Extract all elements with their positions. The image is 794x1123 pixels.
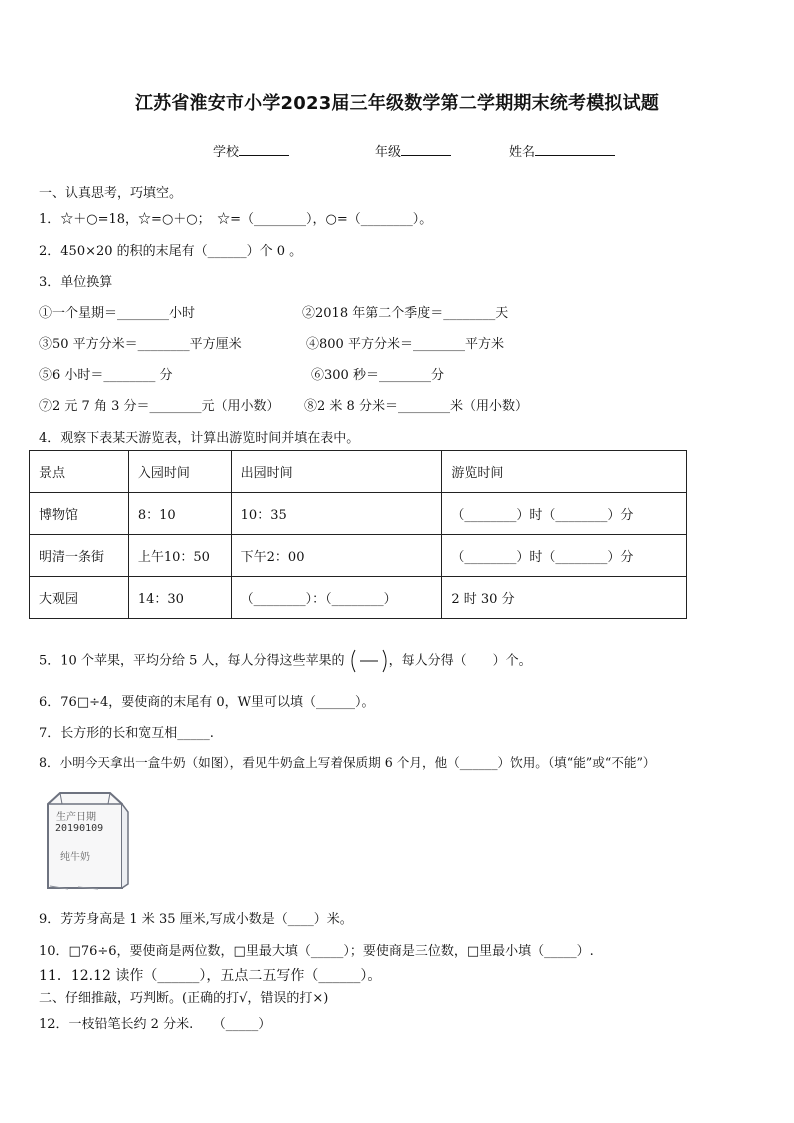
table-cell: 下午2：00 [231, 535, 442, 577]
unit-conversion-item: ③50 平方分米＝________平方厘米 [39, 337, 242, 352]
fraction-blank[interactable] [349, 648, 389, 674]
question-9: 9．芳芳身高是 1 米 35 厘米,写成小数是（____）米。 [39, 912, 353, 927]
question-5 [39, 648, 532, 675]
question-6: 6．76□÷4，要使商的末尾有 0，W里可以填（______）。 [39, 695, 375, 710]
table-cell: 博物馆 [30, 493, 129, 535]
question-1: 1．☆＋○=18，☆=○＋○； ☆=（________），○=（________）。 [39, 212, 433, 227]
table-header-cell: 入园时间 [128, 451, 231, 493]
question-4-title: 4．观察下表某天游览表，计算出游览时间并填在表中。 [39, 431, 360, 446]
unit-conversion-item: ⑥300 秒＝________分 [311, 368, 444, 383]
question-7: 7．长方形的长和宽互相_____. [39, 726, 214, 741]
table-header-cell: 景点 [30, 451, 129, 493]
question-2: 2．450×20 的积的末尾有（______）个 0 。 [39, 244, 303, 259]
section-2-heading: 二、仔细推敲，巧判断。(正确的打√，错误的打×) [39, 991, 329, 1006]
question-10: 10．□76÷6，要使商是两位数，□里最大填（_____）；要使商是三位数，□里最小填（_____）. [39, 944, 594, 959]
table-row [30, 577, 687, 619]
grade-label: 年级 [375, 145, 402, 160]
table-header-cell: 游览时间 [442, 451, 687, 493]
unit-conversion-item: ⑦2 元 7 角 3 分＝________元（用小数） [39, 399, 280, 414]
unit-conversion-item: ①一个星期＝________小时 [39, 306, 196, 321]
table-cell-answer[interactable]: （________）时（________）分 [442, 493, 687, 535]
table-header-row [30, 451, 687, 493]
grade-field[interactable] [375, 141, 451, 160]
table-cell-answer[interactable]: （________）时（________）分 [442, 535, 687, 577]
table-cell: 14：30 [128, 577, 231, 619]
table-row [30, 535, 687, 577]
milk-date-value: 20190109 [55, 823, 104, 834]
milk-carton-image [38, 790, 130, 894]
question-8: 8．小明今天拿出一盒牛奶（如图），看见牛奶盒上写着保质期 6 个月，他（______）饮用。（填“能”或“不能”） [39, 755, 656, 770]
section-1-heading: 一、认真思考，巧填空。 [39, 186, 183, 201]
table-cell: 明清一条街 [30, 535, 129, 577]
school-field[interactable] [213, 141, 289, 160]
milk-product-name: 纯牛奶 [60, 852, 90, 863]
page-title: 江苏省淮安市小学2023届三年级数学第二学期期末统考模拟试题 [134, 93, 660, 114]
table-cell: 2 时 30 分 [442, 577, 687, 619]
milk-date-label: 生产日期 [56, 812, 96, 823]
table-cell: 上午10：50 [128, 535, 231, 577]
school-label: 学校 [213, 145, 240, 160]
table-header-cell: 出园时间 [231, 451, 442, 493]
unit-conversion-item: ④800 平方分米＝________平方米 [306, 337, 504, 352]
table-cell-answer[interactable]: （________）：（________） [231, 577, 442, 619]
table-row [30, 493, 687, 535]
question-3-title: 3．单位换算 [39, 275, 113, 290]
question-12: 12．一枝铅笔长约 2 分米. （_____） [39, 1017, 272, 1032]
table-cell: 8：10 [128, 493, 231, 535]
fraction-paren-icon [349, 648, 389, 674]
question-5-tail: ，每人分得（ ）个。 [388, 653, 532, 669]
question-11: 11．12.12 读作（______），五点二五写作（______）。 [39, 968, 382, 984]
table-cell: 大观园 [30, 577, 129, 619]
unit-conversion-item: ⑧2 米 8 分米＝________米（用小数） [304, 399, 528, 414]
table-cell: 10：35 [231, 493, 442, 535]
unit-conversion-item: ⑤6 小时＝________ 分 [39, 368, 173, 383]
name-field[interactable] [509, 141, 615, 160]
question-5-text: 5．10 个苹果，平均分给 5 人，每人分得这些苹果的 [39, 653, 345, 669]
unit-conversion-item: ②2018 年第二个季度＝________天 [302, 306, 509, 321]
name-label: 姓名 [509, 145, 536, 160]
tour-table [29, 450, 687, 619]
milk-carton-icon [38, 790, 130, 894]
